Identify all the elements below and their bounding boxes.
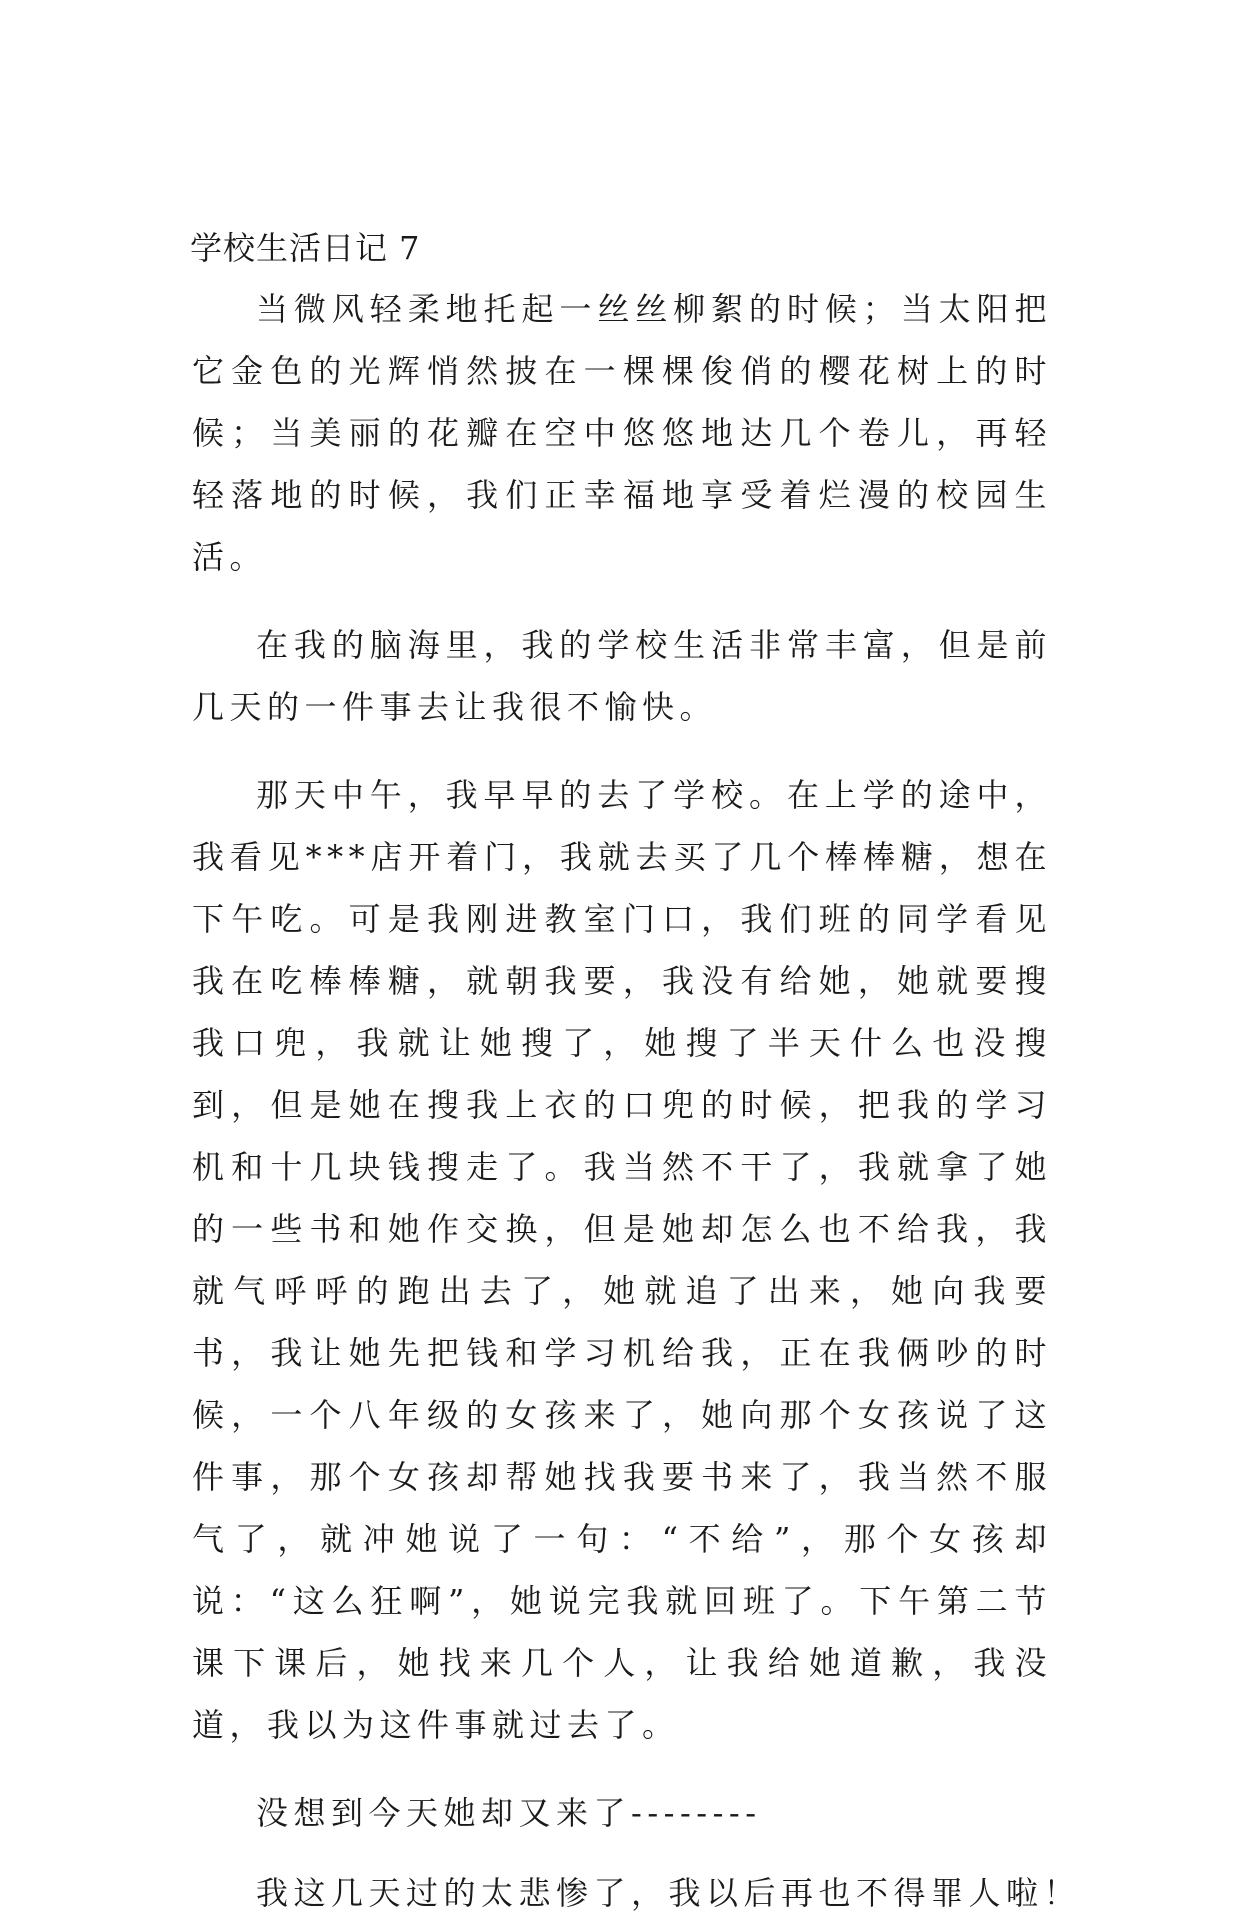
paragraph-5: 我这几天过的太悲惨了，我以后再也不得罪人啦！ [256, 1874, 1082, 1912]
paragraph-2: 在我的脑海里，我的学校生活非常丰富，但是前几天的一件事去让我很不愉快。 [192, 626, 1052, 726]
paragraph-4: 没想到今天她却又来了-------- [256, 1794, 762, 1832]
document-title: 学校生活日记 7 [190, 229, 421, 267]
paragraph-1: 当微风轻柔地托起一丝丝柳絮的时候；当太阳把它金色的光辉悄然披在一棵棵俊俏的樱花树上的时候；当美丽的花瓣在空中悠悠地达几个卷儿，再轻轻落地的时候，我们正幸福地享受着烂漫的校园生活。 [192, 290, 1052, 576]
document-body [192, 278, 1082, 1924]
paragraph-3: 那天中午，我早早的去了学校。在上学的途中，我看见***店开着门，我就去买了几个棒棒糖，想在下午吃。可是我刚进教室门口，我们班的同学看见我在吃棒棒糖，就朝我要，我没有给她，她就要搜我口兜，我就让她搜了，她搜了半天什么也没搜到，但是她在搜我上衣的口兜的时候，把我的学习机和十几块钱搜走了。我当然不干了，我就拿了她的一些书和她作交换，但是她却怎么也不给我，我就气呼呼的跑出去了，她就追了出来，她向我要书，我让她先把钱和学习机给我，正在我俩吵的时候，一个八年级的女孩来了，她向那个女孩说了这件事，那个女孩却帮她找我要书来了，我当然不服气了，就冲她说了一句：“不给”，那个女孩却说：“这么狂啊”，她说完我就回班了。下午第二节课下课后，她找来几个人，让我给她道歉，我没道，我以为这件事就过去了。 [192, 776, 1052, 1744]
